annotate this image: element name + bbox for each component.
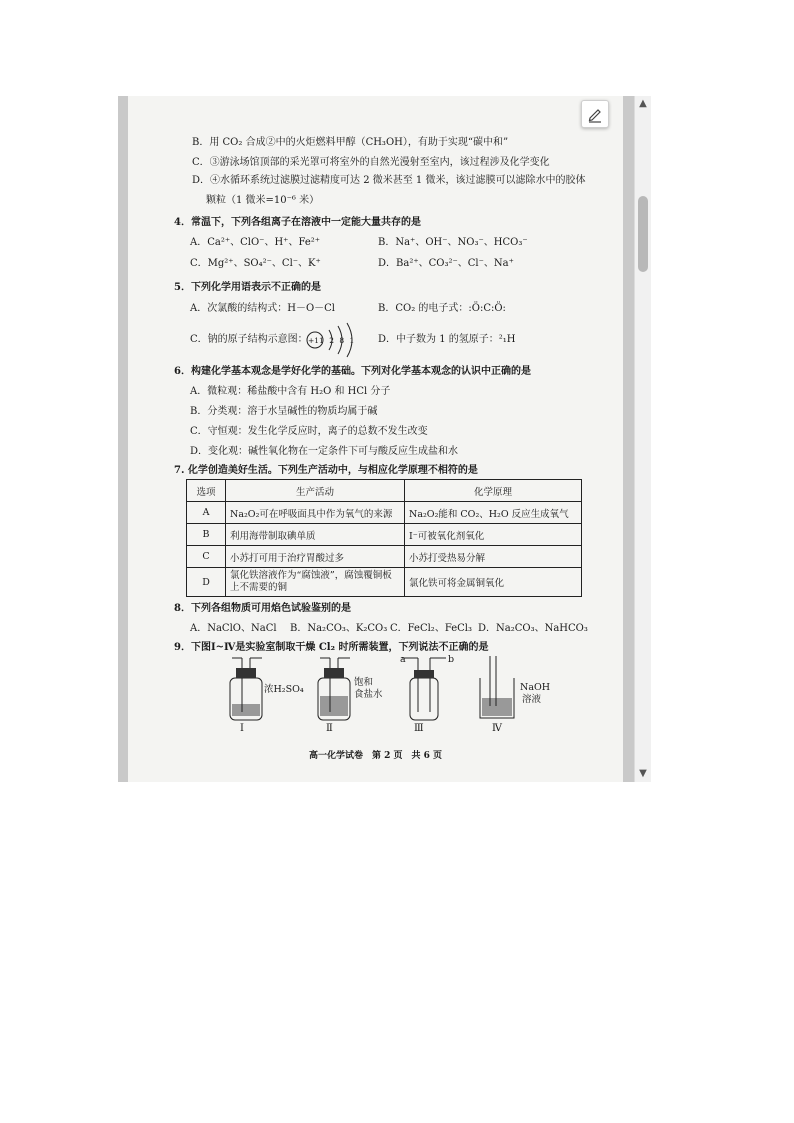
q4-option-b: B．Na⁺、OH⁻、NO₃⁻、HCO₃⁻	[378, 237, 528, 248]
q3-option-b: B．用 CO₂ 合成②中的火炬燃料甲醇（CH₃OH），有助于实现“碳中和”	[192, 137, 509, 148]
table-row	[187, 546, 582, 568]
page-footer: 高一化学试卷 第 2 页 共 6 页	[308, 751, 443, 761]
scroll-up-arrow-icon[interactable]: ▲	[639, 98, 647, 109]
table-cell: A	[187, 502, 226, 524]
apparatus-i-bottle	[230, 658, 262, 720]
apparatus-label-iv: Ⅳ	[492, 723, 502, 734]
q5-stem: 5．下列化学用语表示不正确的是	[174, 282, 321, 293]
q7-table	[186, 479, 582, 597]
table-header: 生产活动	[226, 480, 405, 502]
apparatus-ii-bottle	[318, 658, 350, 720]
q3-option-d-cont: 颗粒（1 微米=10⁻⁶ 米）	[206, 195, 320, 206]
q9-stem: 9．下图Ⅰ~Ⅳ是实验室制取干燥 Cl₂ 时所需装置，下列说法不正确的是	[174, 642, 489, 653]
apparatus-iv-beaker	[480, 656, 514, 718]
apparatus-ii-reagent-line2: 食盐水	[354, 689, 383, 700]
apparatus-label-iii: Ⅲ	[414, 723, 424, 734]
q4-option-a: A．Ca²⁺、ClO⁻、H⁺、Fe²⁺	[190, 237, 321, 248]
apparatus-label-i: Ⅰ	[240, 723, 244, 734]
q6-option-a: A．微粒观：稀盐酸中含有 H₂O 和 HCl 分子	[190, 386, 391, 397]
exam-page	[128, 96, 623, 782]
apparatus-iii-port-b: b	[448, 654, 455, 665]
table-cell: Na₂O₂可在呼吸面具中作为氧气的来源	[226, 502, 405, 524]
q8-stem: 8．下列各组物质可用焰色试验鉴别的是	[174, 603, 351, 614]
q7-stem: 7. 化学创造美好生活。下列生产活动中，与相应化学原理不相符的是	[174, 465, 478, 476]
table-header: 化学原理	[405, 480, 582, 502]
apparatus-iv-reagent-line1: NaOH	[520, 682, 551, 693]
q3-option-c: C．③游泳场馆顶部的采光罩可将室外的自然光漫射至室内，该过程涉及化学变化	[192, 157, 550, 168]
vertical-scrollbar[interactable]	[634, 96, 651, 782]
table-row	[187, 502, 582, 524]
q6-option-d: D．变化观：碱性氧化物在一定条件下可与酸反应生成盐和水	[190, 446, 459, 457]
q5-option-a: A．次氯酸的结构式：H－O－Cl	[190, 303, 335, 314]
table-cell: Na₂O₂能和 CO₂、H₂O 反应生成氧气	[405, 502, 582, 524]
q5-option-b: B．CO₂ 的电子式：:Ö:C:Ö:	[378, 303, 506, 314]
q6-option-b: B．分类观：溶于水呈碱性的物质均属于碱	[190, 406, 378, 417]
q4-stem: 4．常温下，下列各组离子在溶液中一定能大量共存的是	[174, 217, 421, 228]
table-row	[187, 568, 582, 597]
pencil-icon	[582, 101, 608, 127]
table-cell: 利用海带制取碘单质	[226, 524, 405, 546]
q6-option-c: C．守恒观：发生化学反应时，离子的总数不发生改变	[190, 426, 428, 437]
table-cell: 氯化铁溶液作为“腐蚀液”，腐蚀覆铜板上不需要的铜	[226, 568, 405, 597]
apparatus-label-ii: Ⅱ	[326, 723, 333, 734]
q5-option-c: C．钠的原子结构示意图：	[190, 334, 308, 345]
q8-option-c: C．FeCl₂、FeCl₃	[390, 623, 472, 634]
table-cell: D	[187, 568, 226, 597]
table-cell: 小苏打可用于治疗胃酸过多	[226, 546, 405, 568]
q8-option-d: D．Na₂CO₃、NaHCO₃	[478, 623, 588, 634]
scroll-thumb[interactable]	[638, 196, 648, 272]
table-cell: I⁻可被氧化剂氧化	[405, 524, 582, 546]
apparatus-iii-bottle	[402, 658, 446, 720]
table-header: 选项	[187, 480, 226, 502]
q3-option-d: D．④水循环系统过滤膜过滤精度可达 2 微米甚至 1 微米，该过滤膜可以滤除水中的胶体	[192, 175, 586, 186]
table-row	[187, 524, 582, 546]
sodium-atom-diagram-label: +11 2 8 1	[308, 336, 355, 345]
apparatus-i-reagent: 浓H₂SO₄	[264, 684, 304, 695]
apparatus-iii-port-a: a	[400, 654, 406, 665]
scroll-down-arrow-icon[interactable]: ▼	[639, 768, 647, 779]
table-cell: 小苏打受热易分解	[405, 546, 582, 568]
q6-stem: 6．构建化学基本观念是学好化学的基础。下列对化学基本观念的认识中正确的是	[174, 366, 531, 377]
q8-option-a: A．NaClO、NaCl	[190, 623, 277, 634]
edit-button[interactable]	[581, 100, 609, 128]
apparatus-ii-reagent-line1: 饱和	[354, 677, 374, 688]
q5-option-d: D．中子数为 1 的氢原子：²₁H	[378, 334, 516, 345]
document-viewer	[118, 96, 651, 782]
table-cell: C	[187, 546, 226, 568]
q4-option-d: D．Ba²⁺、CO₃²⁻、Cl⁻、Na⁺	[378, 258, 514, 269]
table-header-row	[187, 480, 582, 502]
table-cell: 氯化铁可将金属铜氧化	[405, 568, 582, 597]
apparatus-iv-reagent-line2: 溶液	[522, 694, 542, 705]
q4-option-c: C．Mg²⁺、SO₄²⁻、Cl⁻、K⁺	[190, 258, 321, 269]
q8-option-b: B．Na₂CO₃、K₂CO₃	[290, 623, 388, 634]
table-cell: B	[187, 524, 226, 546]
